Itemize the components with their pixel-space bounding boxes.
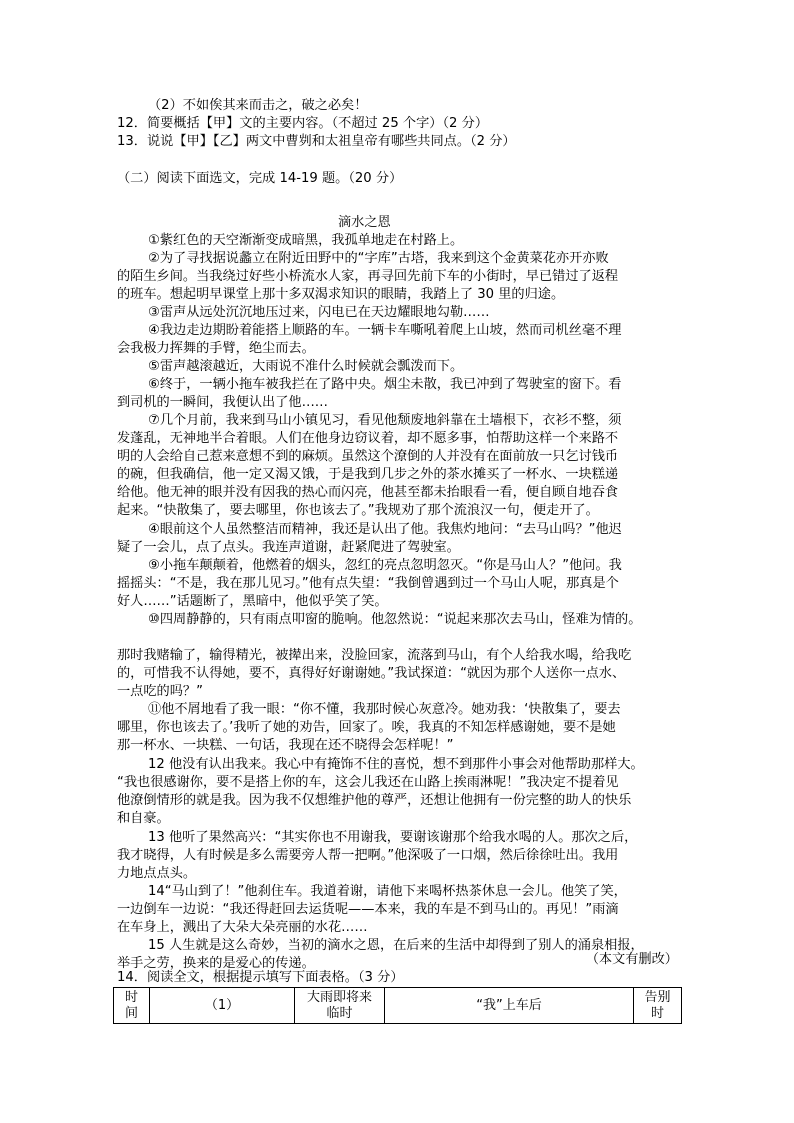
article-title: 滴水之恩 xyxy=(338,215,391,230)
paragraph-line: 疑了一会儿，点了点头。我连声道谢，赶紧爬进了驾驶室。 xyxy=(117,540,460,555)
paragraph-line: ④我边走边期盼着能搭上顺路的车。一辆卡车嘶吼着爬上山坡，然而司机丝毫不理 xyxy=(148,323,622,338)
paragraph-line: 13 他听了果然高兴：“其实你也不用谢我，要谢该谢那个给我水喝的人。那次之后， xyxy=(148,830,638,845)
paragraph-line: 一边倒车一边说：“我还得赶回去运货呢——本来，我的车是不到马山的。再见！”雨滴 xyxy=(117,902,619,917)
paragraph-line: 他潦倒情形的就是我。因为我不仅想维护他的尊严，还想让他拥有一份完整的助人的快乐 xyxy=(117,793,632,808)
paragraph-line: ⑪他不屑地看了我一眼：“你不懂，我那时候心灰意冷。她劝我：‘快散集了，要去 xyxy=(148,702,621,717)
table-cell-blank-1: （1） xyxy=(150,988,295,1024)
paragraph-line: 和自豪。 xyxy=(117,811,170,826)
paragraph-line: 一点吃的吗？” xyxy=(117,684,203,699)
paragraph-line: ⑨小拖车颠颠着，他燃着的烟头，忽红的亮点忽明忽灭。“你是马山人？”他问。我 xyxy=(148,558,622,573)
paragraph-line: ②为了寻找据说蠡立在附近田野中的“字库”古塔，我来到这个金黄菜花亦开亦败 xyxy=(148,251,609,266)
source-note: （本文有删改） xyxy=(585,952,678,967)
paragraph-line: 到司机的一瞬间，我便认出了他…… xyxy=(117,395,328,410)
paragraph-line: 的班车。想起明早课堂上那十多双渴求知识的眼睛，我踏上了 30 里的归途。 xyxy=(117,287,565,302)
paragraph-line: 明的人会给自己惹来意想不到的麻烦。虽然这个潦倒的人并没有在面前放一只乞讨钱币 xyxy=(117,449,619,464)
paragraph-line: 哪里，你也该去了。’我听了她的劝告，回家了。唉，我真的不知怎样感谢她，要不是她 xyxy=(117,720,616,735)
paragraph-line: 14“马山到了！”他刹住车。我道着谢，请他下来喝杯热茶休息一会儿。他笑了笑， xyxy=(148,884,627,899)
paragraph-line: ⑩四周静静的，只有雨点叩窗的脆响。他忽然说：“说起来那次去马山，怪难为情的。 xyxy=(148,612,642,627)
paragraph-line: 我才晓得，人有时候是多么需要旁人帮一把啊。”他深吸了一口烟，然后徐徐吐出。我用 xyxy=(117,848,619,863)
paragraph-line: 好人……”话题断了，黑暗中，他似乎笑了笑。 xyxy=(117,594,388,609)
table-row xyxy=(114,988,682,1024)
paragraph-line: 那一杯水、一块糕、一句话，我现在还不晓得会怎样呢！” xyxy=(117,738,454,753)
paragraph-line: 的陌生乡间。当我绕过好些小桥流水人家，再寻回先前下车的小街时，早已错过了返程 xyxy=(117,269,619,284)
table-cell-rain: 大雨即将来临时 xyxy=(295,988,385,1024)
table-cell-time: 时间 xyxy=(114,988,150,1024)
paragraph-line: ③雷声从远处沉沉地压过来，闪电已在天边耀眼地勾勒…… xyxy=(148,305,490,320)
table-cell-boarding: “我”上车后 xyxy=(385,988,634,1024)
section-2-intro: （二）阅读下面选文，完成 14-19 题。（20 分） xyxy=(117,171,403,186)
paragraph-line: 发蓬乱，无神地半合着眼。人们在他身边窃议着，却不愿多事，怕帮助这样一个来路不 xyxy=(117,431,619,446)
question-13: 13．说说【甲】【乙】两文中曹刿和太祖皇帝有哪些共同点。（2 分） xyxy=(117,134,516,149)
paragraph-line: ⑥终于，一辆小拖车被我拦在了路中央。烟尘未散，我已冲到了驾驶室的窗下。看 xyxy=(148,377,622,392)
question-12: 12．简要概括【甲】文的主要内容。（不超过 25 个字）（2 分） xyxy=(117,116,489,131)
paragraph-line: “我也很感谢你，要不是搭上你的车，这会儿我还在山路上挨雨淋呢！”我决定不提着见 xyxy=(117,775,619,790)
paragraph-line: 力地点点头。 xyxy=(117,866,197,881)
paragraph-line: 起来。“快散集了，要去哪里，你也该去了。”我规劝了那个流浪汉一句，便走开了。 xyxy=(117,503,599,518)
question-11-item-2: （2）不如俟其来而击之，破之必矣！ xyxy=(148,98,368,113)
paragraph-line: 在车身上，溅出了大朵大朵亮丽的水花…… xyxy=(117,920,368,935)
table-cell-farewell: 告别时 xyxy=(634,988,682,1024)
paragraph-line: 15 人生就是这么奇妙，当初的滴水之恩，在后来的生活中却得到了别人的涌泉相报， xyxy=(148,938,644,953)
paragraph-line: 的，可惜我不认得她，要不，真得好好谢谢她。”我试探道：“就因为那个人送你一点水、 xyxy=(117,666,626,681)
paragraph-line: ④眼前这个人虽然整洁而精神，我还是认出了他。我焦灼地问：“去马山吗？”他迟 xyxy=(148,522,622,537)
paragraph-line: 会我极力挥舞的手臂，绝尘而去。 xyxy=(117,341,315,356)
paragraph-line: 那时我赌输了，输得精光，被撵出来，没脸回家，流落到马山，有个人给我水喝，给我吃 xyxy=(117,648,632,663)
question-14: 14．阅读全文，根据提示填写下面表格。（3 分） xyxy=(117,970,404,985)
paragraph-line: ⑦几个月前，我来到马山小镇见习，看见他颓废地斜靠在土墙根下，衣衫不整，须 xyxy=(148,413,622,428)
paragraph-line: 摇摇头：“不是，我在那儿见习。”他有点失望：“我倒曾遇到过一个马山人呢，那真是个 xyxy=(117,576,619,591)
paragraph-line: 12 他没有认出我来。我心中有掩饰不住的喜悦，想不到那件小事会对他帮助那样大。 xyxy=(148,757,644,772)
paragraph-line: 的碗，但我确信，他一定又渴又饿，于是我到几步之外的茶水摊买了一杯水、一块糕递 xyxy=(117,467,619,482)
paragraph-line: ①紫红色的天空渐渐变成暗黑，我孤单地走在村路上。 xyxy=(148,233,464,248)
paragraph-line: 给他。他无神的眼并没有因我的热心而闪亮，他甚至都未抬眼看一看，便自顾自地吞食 xyxy=(117,485,619,500)
paragraph-line: 举手之劳，换来的是爱心的传递。 xyxy=(117,956,315,971)
paragraph-line: ⑤雷声越滚越近，大雨说不准什么时候就会瓢泼而下。 xyxy=(148,359,464,374)
answer-table xyxy=(113,987,682,1024)
